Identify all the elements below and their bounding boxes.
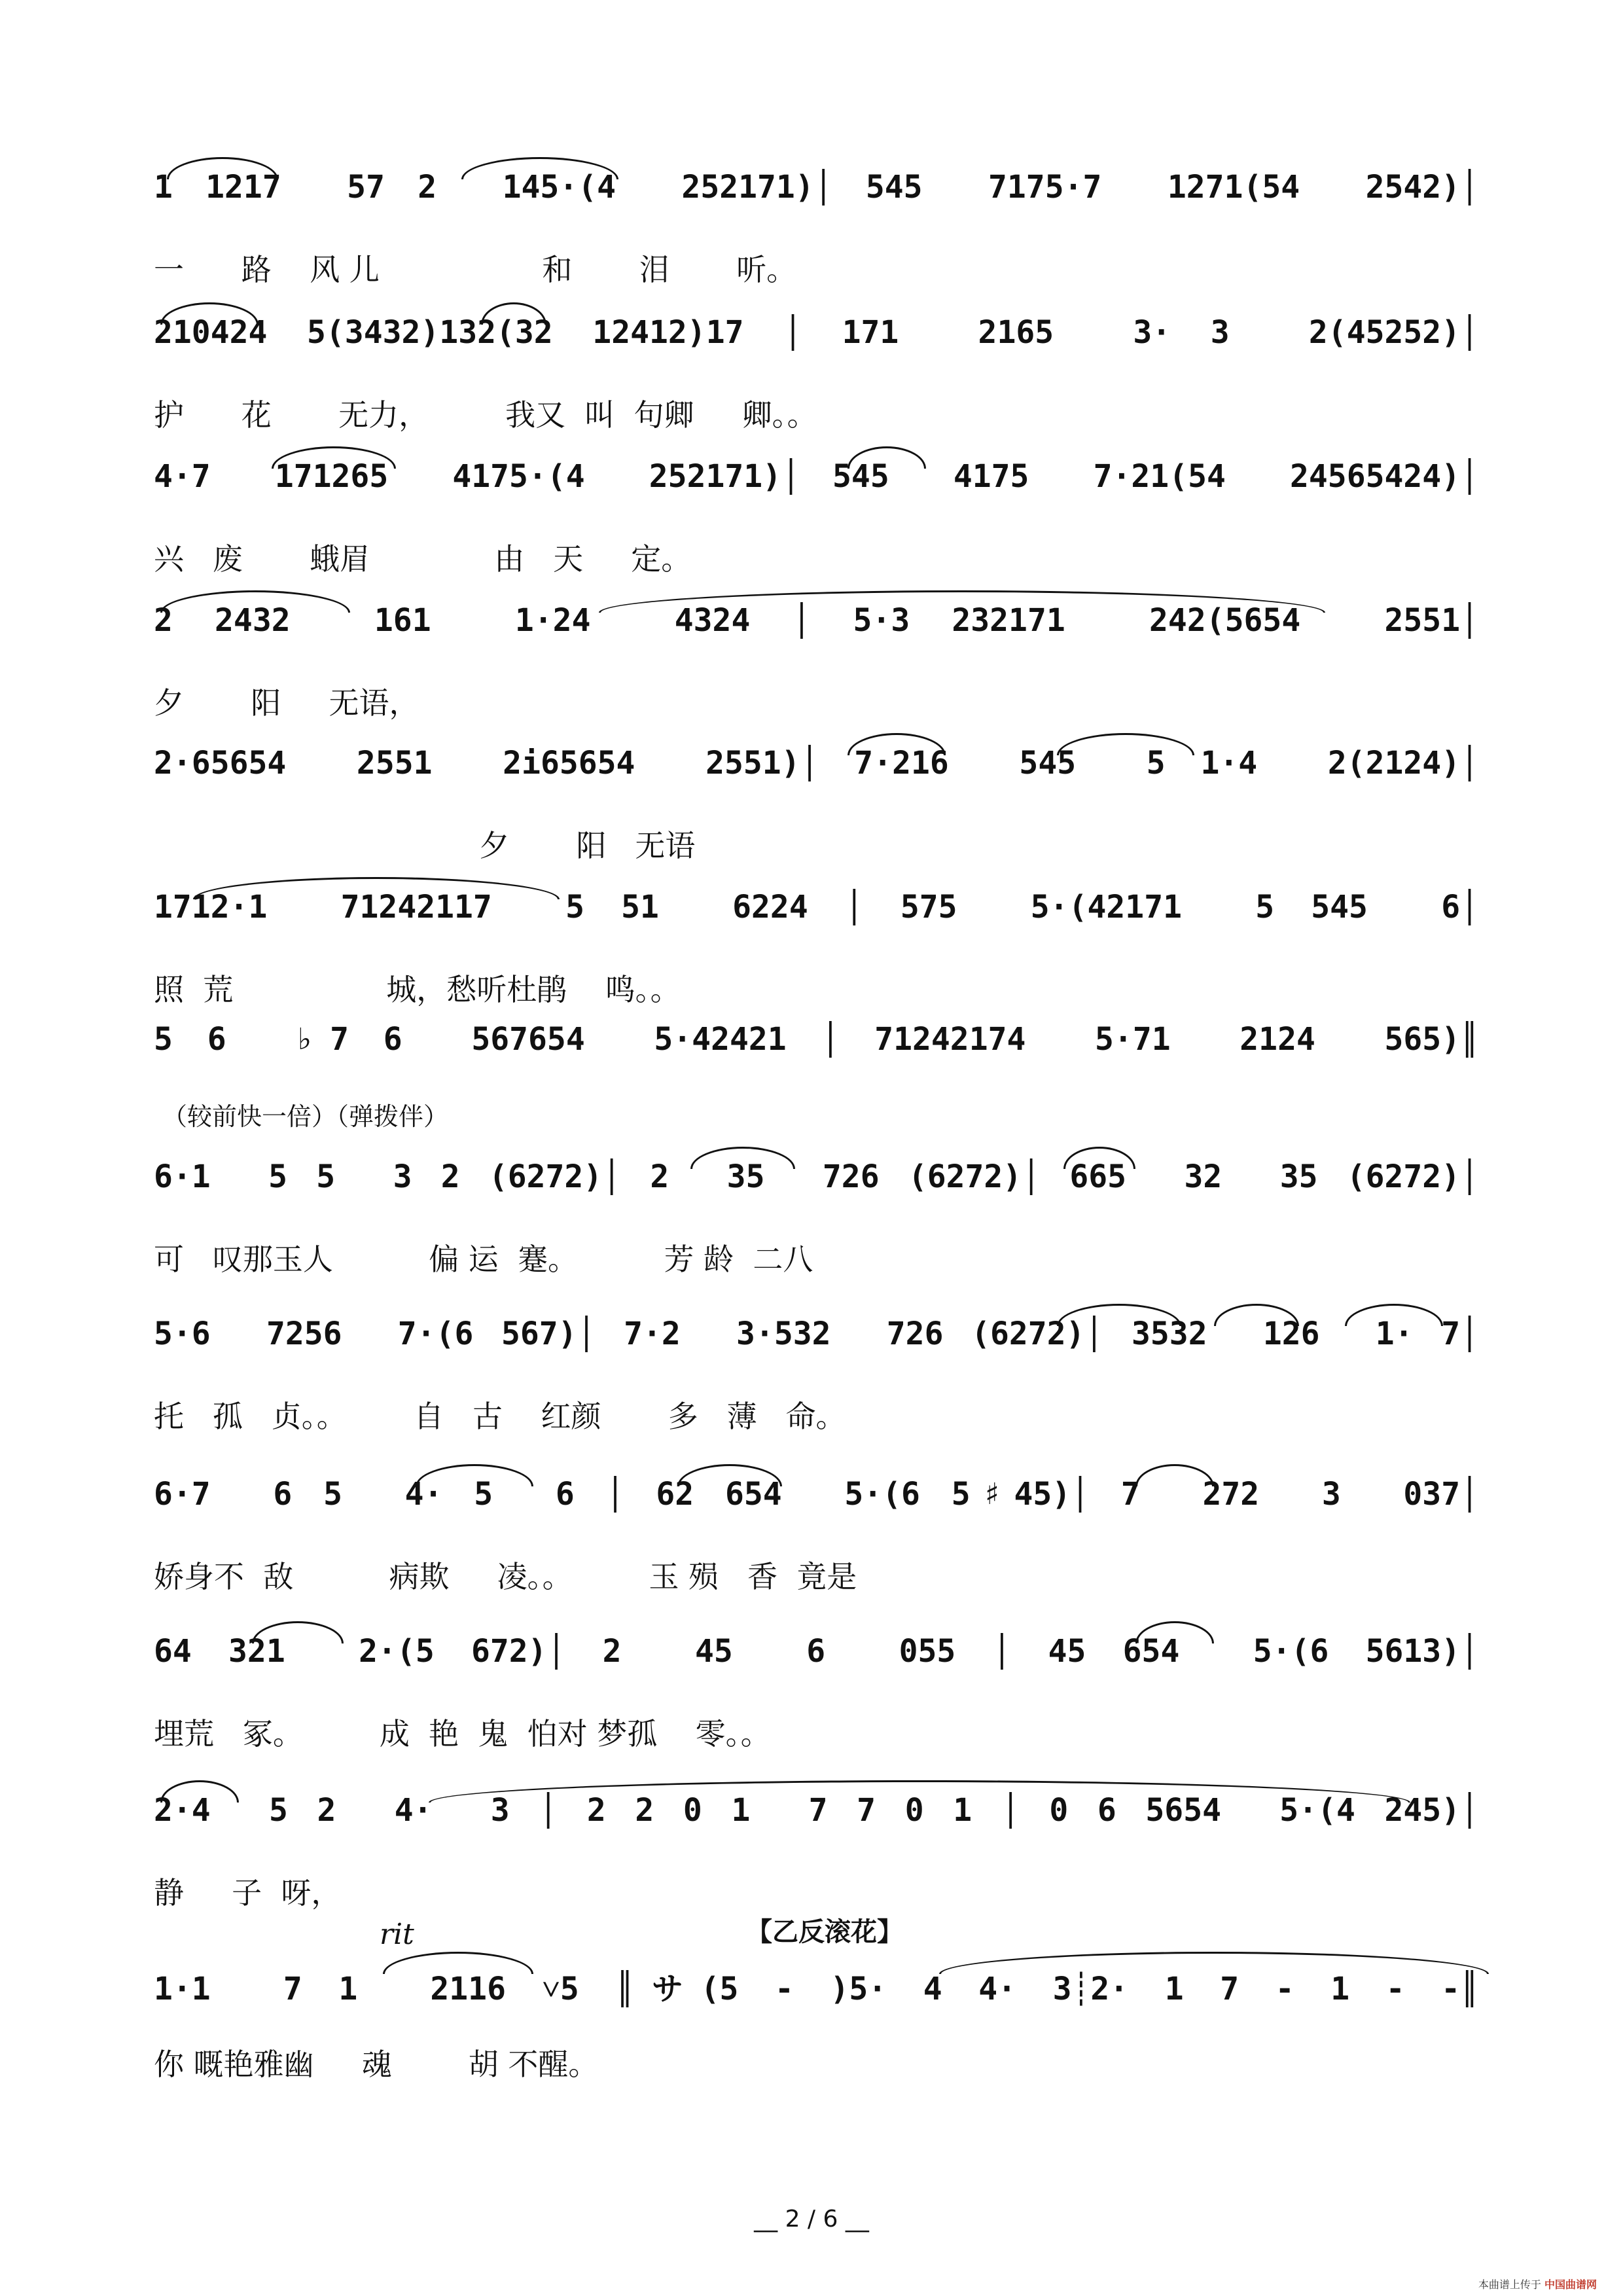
score-system-3: [154, 458, 1479, 596]
lyric-line: 照 荒 城，愁听杜鹃 鸣。。: [154, 972, 681, 1007]
site-credit: [1478, 2276, 1597, 2291]
score-system-1: [154, 169, 1479, 306]
score-system-13: [154, 1964, 1479, 2101]
music-line: 2 2432 161 1·24 4324 │ 5·3 232171 242(5654 2551│: [154, 602, 1479, 639]
music-line: 2·4 5 2 4· 3 │ 2 2 0 1 7 7 0 1 │ 0 6 5654 5·(4 245)│: [154, 1792, 1479, 1829]
lyric-line: 一 路 风 儿 和 泪 听。: [154, 252, 797, 287]
music-line: 6·7 6 5 4· 5 6 │ 62 654 5·(6 5♯45)│ 7 272 3 037│: [154, 1476, 1479, 1513]
score-system-2: [154, 314, 1479, 452]
lyric-line: 兴 废 蛾眉 由 天 定。: [154, 541, 692, 577]
score-system-5: [154, 745, 1479, 882]
lyric-line: 埋荒 冢。 成 艳 鬼 怕对 梦孤 零。。: [154, 1716, 771, 1751]
score-system-12: [154, 1792, 1479, 1929]
credit-prefix: 本曲谱上传于: [1478, 2278, 1541, 2291]
lyric-line: 护 花 无力， 我又 叫 句卿 卿。。: [154, 397, 817, 433]
section-label: 【乙反滚花】: [746, 1917, 903, 1947]
lyric-line: 托 孤 贞。。 自 古 红颜 多 薄 命。: [154, 1399, 846, 1434]
credit-site: 中国曲谱网: [1544, 2278, 1597, 2291]
score-system-10: [154, 1476, 1479, 1613]
lyric-line: 夕 阳 无语，: [154, 685, 419, 721]
music-line: 5·6 7256 7·(6 567)│ 7·2 3·532 726 (6272)│ 3532 126 1· 7│: [154, 1316, 1479, 1352]
page-number: __ 2 / 6 __: [754, 2206, 869, 2233]
lyric-line: 娇身不 敌 病欺 凌。。 玉 殒 香 竟是: [154, 1559, 857, 1594]
score-system-7: [154, 1021, 1479, 1158]
rit-marking: rit: [380, 1918, 414, 1951]
music-line: 64 321 2·(5 672)│ 2 45 6 055 │ 45 654 5·(6 5613)│: [154, 1633, 1479, 1670]
music-line: 1712·1 71242117 5 51 6224 │ 575 5·(42171 5 545 6│: [154, 889, 1479, 925]
music-line: 4·7 171265 4175·(4 252171)│ 545 4175 7·21(54 24565424)│: [154, 458, 1479, 495]
music-line: 1·1 7 1 2116 ˅5 ║サ(5 - )5· 4 4· 3┊2· 1 7 - 1 - -║: [154, 1971, 1479, 2007]
music-line: 2·65654 2551 2i65654 2551)│ 7·216 545 5 1·4 2(2124)│: [154, 745, 1479, 781]
score-system-6: [154, 889, 1479, 1026]
score-system-8: [154, 1158, 1479, 1296]
score-system-11: [154, 1633, 1479, 1770]
music-line: 5 6 ♭7 6 567654 5·42421 │ 71242174 5·71 2124 565)║: [154, 1021, 1479, 1058]
score-system-4: [154, 602, 1479, 740]
music-line: 6·1 5 5 3 2 (6272)│ 2 35 726 (6272)│ 665 32 35 (6272)│: [154, 1158, 1479, 1195]
lyric-line: 可 叹那玉人 偏 运 蹇。 芳 龄 二八: [154, 1242, 813, 1277]
music-line: 210424 5(3432)132(32 12412)17 │ 171 2165 3· 3 2(45252)│: [154, 314, 1479, 351]
lyric-line: 夕 阳 无语: [154, 828, 696, 863]
lyric-line: 静 子 呀，: [154, 1875, 342, 1910]
lyric-line: 你 嘅艳雅幽 魂 胡 不醒。: [154, 2047, 599, 2082]
score-system-9: [154, 1316, 1479, 1453]
music-line: 1 1217 57 2 145·(4 252171)│ 545 7175·7 1271(54 2542)│: [154, 169, 1479, 206]
tempo-annotation: （较前快一倍）（弹拨伴）: [162, 1102, 449, 1131]
